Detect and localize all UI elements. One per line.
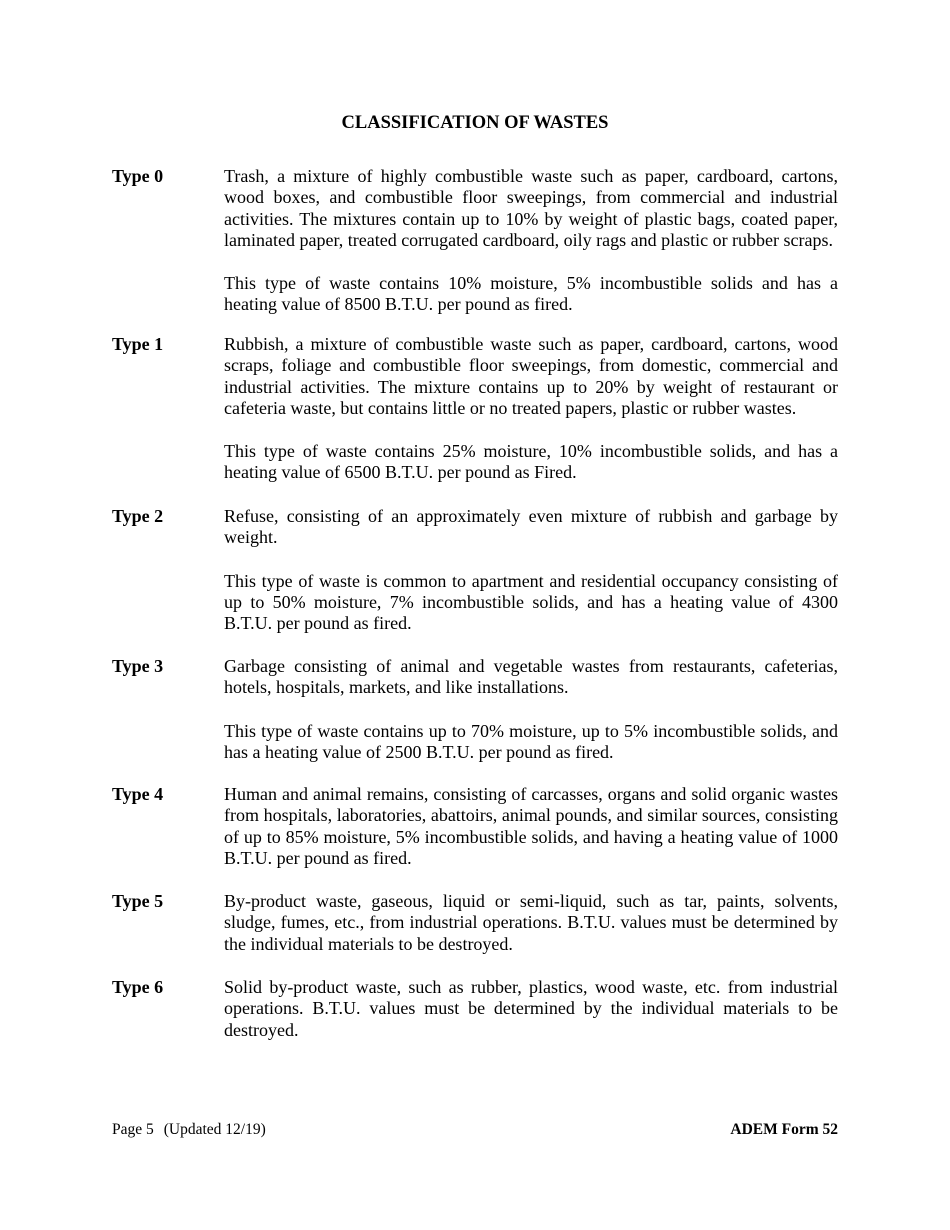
type-label: Type 1 — [112, 334, 164, 354]
type-description: Rubbish, a mixture of combustible waste such as paper, cardboard, cartons, wood scraps, foliage and combustible floor sweepings, from domestic, commercial and industrial activities. The mixture contains up to 20% by weight of restaurant or cafeteria waste, but contains little or no treated papers, plastic or rubber wastes. — [224, 334, 838, 418]
waste-type-2 — [112, 506, 838, 634]
type-label: Type 0 — [112, 166, 164, 186]
type-description: Trash, a mixture of highly combustible waste such as paper, cardboard, cartons, wood boxes, and combustible floor sweepings, from commercial and industrial activities. The mixtures contain up to 10% by weight of plastic bags, coated paper, laminated paper, treated corrugated cardboard, oily rags and plastic or rubber scraps. — [224, 166, 838, 250]
type-label: Type 5 — [112, 891, 164, 911]
type-properties: This type of waste contains 25% moisture, 10% incombustible solids, and has a heating value of 6500 B.T.U. per pound as Fired. — [224, 441, 838, 483]
page-title: CLASSIFICATION OF WASTES — [341, 113, 609, 133]
updated-date: (Updated 12/19) — [163, 1121, 266, 1138]
type-description: Garbage consisting of animal and vegetable wastes from restaurants, cafeterias, hotels, hospitals, markets, and like installations. — [224, 656, 838, 698]
type-label: Type 4 — [112, 784, 164, 804]
form-number: ADEM Form 52 — [730, 1121, 838, 1138]
waste-type-3 — [112, 656, 838, 763]
waste-type-1 — [112, 334, 838, 484]
waste-type-5 — [112, 891, 838, 955]
type-description: Refuse, consisting of an approximately even mixture of rubbish and garbage by weight. — [224, 506, 838, 548]
type-label: Type 6 — [112, 977, 164, 997]
type-label: Type 3 — [112, 656, 164, 676]
type-properties: This type of waste contains up to 70% moisture, up to 5% incombustible solids, and has a heating value of 2500 B.T.U. per pound as fired. — [224, 720, 838, 762]
type-properties: This type of waste contains 10% moisture, 5% incombustible solids and has a heating value of 8500 B.T.U. per pound as fired. — [224, 273, 838, 315]
waste-type-4 — [112, 784, 838, 869]
type-properties: This type of waste is common to apartment and residential occupancy consisting of up to 50% moisture, 7% incombustible solids, and has a heating value of 4300 B.T.U. per pound as fired. — [224, 570, 838, 634]
page-number: Page 5 — [112, 1121, 154, 1138]
type-description: Solid by-product waste, such as rubber, plastics, wood waste, etc. from industrial operations. B.T.U. values must be determined by the individual materials to be destroyed. — [224, 977, 838, 1040]
type-label: Type 2 — [112, 506, 164, 526]
waste-type-6 — [112, 977, 838, 1041]
waste-type-0 — [112, 166, 838, 316]
type-description: Human and animal remains, consisting of carcasses, organs and solid organic wastes from hospitals, laboratories, abattoirs, animal pounds, and similar sources, consisting of up to 85% moisture, 5% incombustible solids, and having a heating value of 1000 B.T.U. per pound as fired. — [224, 784, 838, 868]
type-description: By-product waste, gaseous, liquid or semi-liquid, such as tar, paints, solvents, sludge, fumes, etc., from industrial operations. B.T.U. values must be determined by the individual materials to be destroyed. — [224, 891, 838, 954]
page-footer-left — [112, 1121, 276, 1139]
